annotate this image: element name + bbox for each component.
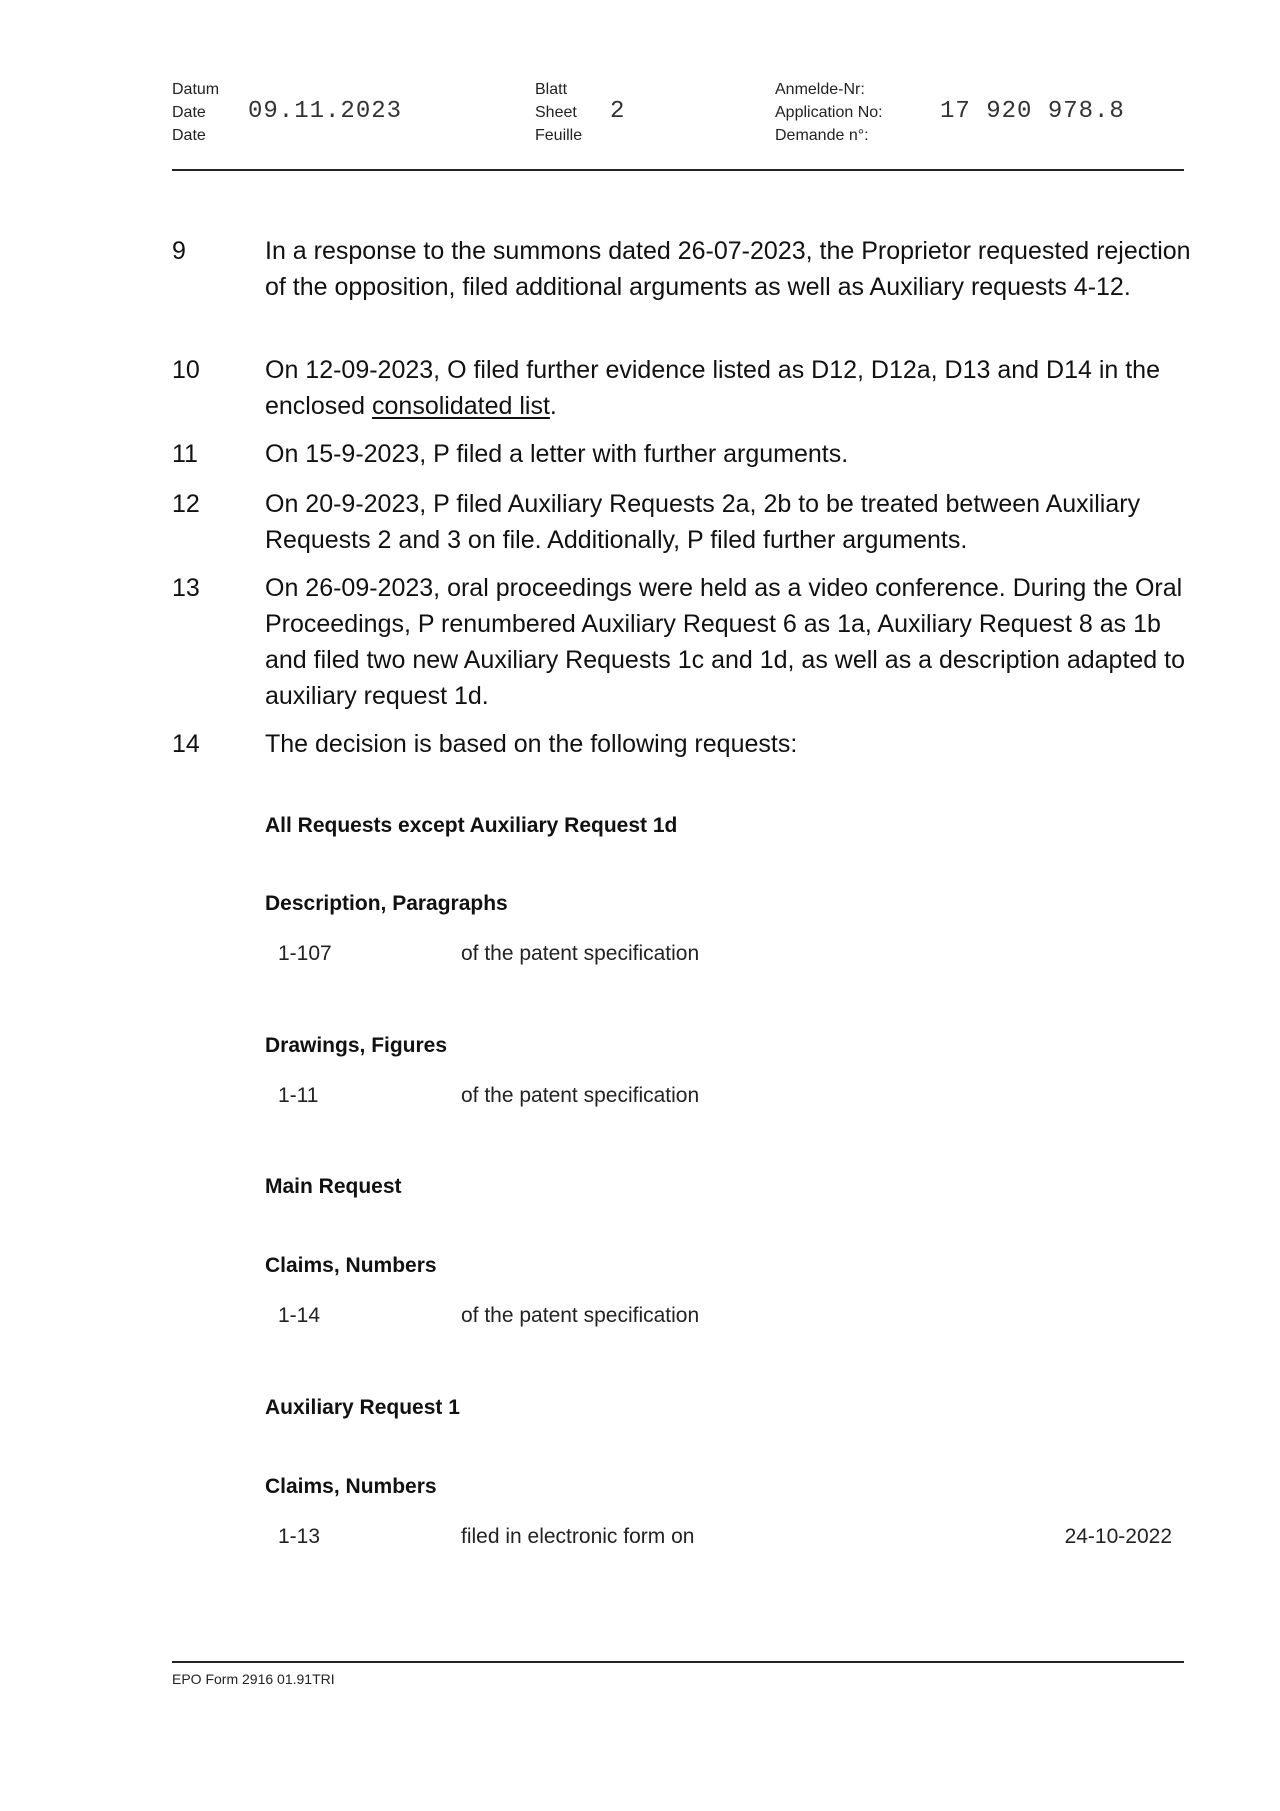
item-text: On 20-9-2023, P filed Auxiliary Requests 2a, 2b to be treated between Auxiliary Requests 2 and 3 on file. Additionally, P filed further arguments. [265, 490, 1141, 554]
consolidated-list-link[interactable]: consolidated list [372, 392, 550, 420]
aux1-heading: Auxiliary Request 1 [265, 1396, 460, 1419]
item-text [265, 352, 1195, 424]
footer-form-number: EPO Form 2916 01.91TRI [172, 1671, 335, 1687]
all-requests-heading: All Requests except Auxiliary Request 1d [265, 814, 678, 837]
drawings-range: 1-11 [278, 1084, 319, 1107]
sheet-label-fr: Feuille [535, 127, 583, 144]
item-number: 9 [172, 237, 186, 265]
date-label-de: Datum [172, 81, 220, 98]
aux1-claims-range: 1-13 [278, 1525, 321, 1548]
item-number: 12 [172, 490, 200, 518]
aux1-claims-source: filed in electronic form on [461, 1525, 695, 1548]
item-number: 14 [172, 730, 200, 758]
sheet-label-en: Sheet [535, 104, 577, 121]
description-source: of the patent specification [461, 942, 700, 965]
date-value: 09.11.2023 [248, 98, 403, 125]
date-label-en: Date [172, 104, 206, 121]
drawings-source: of the patent specification [461, 1084, 700, 1107]
item-text-part: . [549, 392, 557, 420]
aux1-claims-date: 24-10-2022 [1064, 1525, 1172, 1548]
main-claims-heading: Claims, Numbers [265, 1254, 437, 1277]
main-request-heading: Main Request [265, 1175, 402, 1198]
header-divider [172, 169, 1184, 171]
aux1-claims-heading: Claims, Numbers [265, 1475, 437, 1498]
application-label-de: Anmelde-Nr: [775, 81, 865, 98]
application-label-en: Application No: [775, 104, 883, 121]
application-number: 17 920 978.8 [940, 98, 1125, 125]
sheet-label-de: Blatt [535, 81, 568, 98]
main-claims-range: 1-14 [278, 1304, 321, 1327]
description-heading: Description, Paragraphs [265, 892, 508, 915]
item-number: 10 [172, 356, 200, 384]
footer-divider [172, 1661, 1184, 1663]
item-text-part: On 12-09-2023, O filed further evidence listed as D12, D12a, D13 and D14 in the enclosed [265, 356, 1160, 420]
item-number: 13 [172, 574, 200, 602]
item-text: The decision is based on the following requests: [265, 730, 798, 758]
item-text: In a response to the summons dated 26-07-2023, the Proprietor requested rejection of the opposition, filed additional arguments as well as Auxiliary requests 4-12. [265, 237, 1191, 301]
item-text: On 15-9-2023, P filed a letter with further arguments. [265, 440, 849, 468]
item-text: On 26-09-2023, oral proceedings were held as a video conference. During the Oral Proceedings, P renumbered Auxiliary Request 6 as 1a, Auxiliary Request 8 as 1b and filed two new Auxiliary Requests 1c and 1d, as well as a description adapted to auxiliary request 1d. [265, 574, 1185, 710]
item-number: 11 [172, 440, 198, 468]
application-label-fr: Demande n°: [775, 127, 869, 144]
main-claims-source: of the patent specification [461, 1304, 700, 1327]
drawings-heading: Drawings, Figures [265, 1034, 448, 1057]
description-range: 1-107 [278, 942, 332, 965]
sheet-value: 2 [610, 98, 626, 125]
date-label-fr: Date [172, 127, 206, 144]
